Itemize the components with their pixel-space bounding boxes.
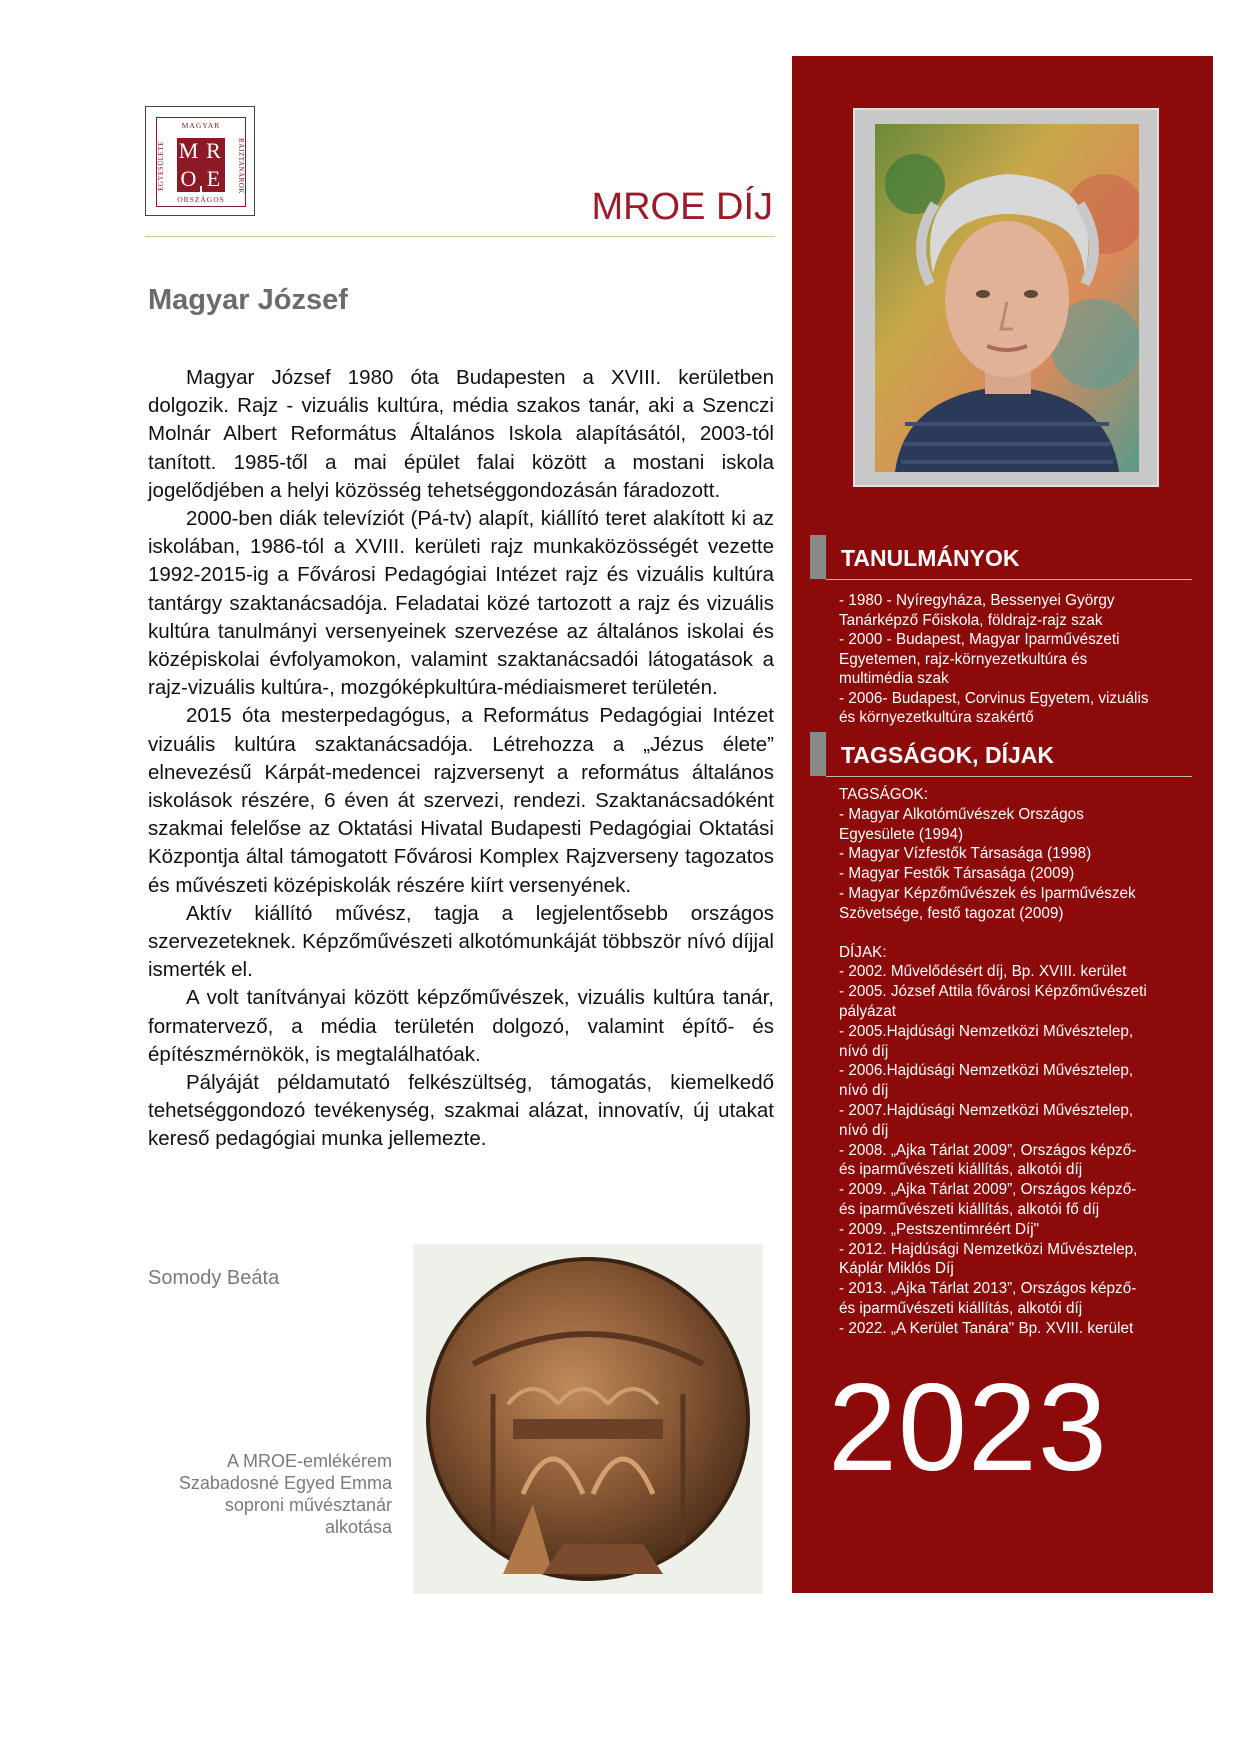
bio-paragraph: Pályáját példamutató felkészültség, támogatás, kiemelkedő tehetséggondozó tevékenység, szakmai alázat, innovatív, új utakat kereső pedagógiai munka jellemezte. bbox=[148, 1071, 774, 1151]
award-year: 2023 bbox=[828, 1359, 1108, 1497]
list-line: - 2002. Művelődésért díj, Bp. XVIII. kerület bbox=[839, 963, 1127, 981]
portrait-photo bbox=[875, 124, 1139, 472]
portrait-frame bbox=[853, 108, 1159, 487]
list-line: - Magyar Alkotóművészek Országos bbox=[839, 805, 1084, 823]
bio-paragraph: Magyar József 1980 óta Budapesten a XVIII. kerületben dolgozik. Rajz - vizuális kultúra, média szakos tanár, aki a Szenczi Molnár Albert Református Általános Iskola alapításától, 2003-tól tanított. 1985-től a mai épület falai között a mostani iskola jogelődjében a helyi közösség tehetséggondozásán fáradozott. bbox=[148, 366, 774, 502]
list-line: Egyesülete (1994) bbox=[839, 825, 964, 843]
studies-list bbox=[839, 591, 1179, 728]
list-line: - 2008. „Ajka Tárlat 2009”, Országos képző- bbox=[839, 1141, 1137, 1159]
memberships-heading bbox=[810, 732, 1192, 776]
list-line: - 2013. „Ajka Tárlat 2013”, Országos képző- bbox=[839, 1280, 1137, 1298]
logo-frame bbox=[156, 117, 246, 207]
logo-right-text: RAJZTANÁROK bbox=[237, 138, 245, 194]
award-title: MROE DÍJ bbox=[591, 186, 773, 228]
list-line: - Magyar Képzőművészek és Iparművészek bbox=[839, 884, 1136, 902]
logo-letter: R bbox=[202, 138, 225, 164]
portrait-illustration bbox=[875, 124, 1139, 472]
list-line: Szövetsége, festő tagozat (2009) bbox=[839, 904, 1064, 922]
list-line: Káplár Miklós Díj bbox=[839, 1260, 954, 1278]
caption-line: alkotása bbox=[324, 1517, 392, 1537]
list-line: Egyetemen, rajz-környezetkultúra és bbox=[839, 650, 1088, 668]
logo-letter: E bbox=[202, 166, 225, 192]
logo-letter: M bbox=[178, 138, 199, 163]
memberships-list bbox=[839, 785, 1179, 1339]
list-line: - 2005. József Attila fővárosi Képzőművészeti bbox=[839, 983, 1147, 1001]
list-line: és iparművészeti kiállítás, alkotói fő díj bbox=[839, 1200, 1100, 1218]
list-line: nívó díj bbox=[839, 1121, 889, 1139]
studies-heading-label: TANULMÁNYOK bbox=[841, 545, 1020, 571]
medal-caption bbox=[148, 1450, 392, 1538]
memberships-heading-label: TAGSÁGOK, DÍJAK bbox=[841, 742, 1054, 768]
heading-bar bbox=[810, 535, 826, 579]
sidebar-panel bbox=[792, 56, 1213, 1593]
list-line: - 2007.Hajdúsági Nemzetközi Művésztelep, bbox=[839, 1101, 1134, 1119]
list-line: és iparművészeti kiállítás, alkotói díj bbox=[839, 1161, 1083, 1179]
title-divider bbox=[145, 236, 775, 237]
list-line: - 2006.Hajdúsági Nemzetközi Művésztelep, bbox=[839, 1062, 1134, 1080]
list-line: Tanárképző Főiskola, földrajz-rajz szak bbox=[839, 611, 1103, 629]
bio-paragraph: 2000-ben diák televíziót (Pá-tv) alapít, kiállító teret alakított ki az iskolában, 1986-tól a XVIII. kerületi rajz munkaközösségét vezette 1992-2015-ig a Fővárosi Pedagógiai Intézet rajz és vizuális kultúra tantárgy szaktanácsadója. Feladatai közé tartozott a rajz és vizuális kultúra tanulmányi versenyeinek szervezése az általános iskolai és középiskolai évfolyamokon, valamint szaktanácsadói látogatások a rajz-vizuális kultúra-, mozgóképkultúra-médiaismeret területén. bbox=[148, 507, 774, 700]
list-gap bbox=[839, 924, 1179, 943]
caption-line: soproni művésztanár bbox=[224, 1495, 392, 1515]
list-line: és iparművészeti kiállítás, alkotói díj bbox=[839, 1299, 1083, 1317]
bio-paragraph: Aktív kiállító művész, tagja a legjelentősebb országos szervezeteknek. Képzőművészeti alkotómunkáját többször nívó díjjal ismerték el. bbox=[148, 901, 774, 982]
heading-rule bbox=[826, 579, 1192, 580]
logo-bottom-text: ORSZÁGOS bbox=[177, 195, 225, 204]
list-line: - 2005.Hajdúsági Nemzetközi Művésztelep, bbox=[839, 1022, 1134, 1040]
bio-paragraph: 2015 óta mesterpedagógus, a Református Pedagógiai Intézet vizuális kultúra szaktanácsadója. Létrehozza a „Jézus élete” elnevezésű Kárpát-medencei rajzversenyt a református általános iskolások részére, 6 éven át szervezi, rendezi. Szaktanácsadóként szakmai felelőse az Oktatási Hivatal Budapesti Pedagógiai Oktatási Központja által támogatott Fővárosi Komplex Rajzverseny tagozatos és művészeti középiskolák részére kiírt versenyének. bbox=[148, 704, 774, 897]
list-line: multimédia szak bbox=[839, 670, 949, 687]
list-line: - 2012. Hajdúsági Nemzetközi Művésztelep, bbox=[839, 1240, 1138, 1258]
caption-line: A MROE-emlékérem bbox=[226, 1451, 392, 1471]
person-name: Magyar József bbox=[148, 284, 348, 316]
logo-letter: O bbox=[177, 166, 200, 192]
list-line: és környezetkultúra szakértő bbox=[839, 709, 1034, 726]
author-name: Somody Beáta bbox=[148, 1267, 280, 1289]
logo-top-text: MAGYAR bbox=[181, 121, 221, 130]
list-line: - 2009. „Pestszentimréért Díj" bbox=[839, 1220, 1040, 1238]
list-line: nívó díj bbox=[839, 1082, 889, 1100]
list-line: TAGSÁGOK: bbox=[839, 786, 928, 803]
bio-paragraph: A volt tanítványai között képzőművészek, vizuális kultúra tanár, formatervező, a média területén dolgozó, valamint építő- és építészmérnökök, is megtalálhatóak. bbox=[148, 986, 774, 1066]
list-line: - 1980 - Nyíregyháza, Bessenyei György bbox=[839, 592, 1115, 609]
logo-left-text: EGYESÜLETE bbox=[157, 141, 165, 191]
heading-rule bbox=[826, 776, 1192, 777]
list-line: - 2006- Budapest, Corvinus Egyetem, vizuális bbox=[839, 689, 1149, 707]
biography bbox=[148, 364, 774, 1154]
list-line: pályázat bbox=[839, 1002, 896, 1020]
caption-line: Szabadosné Egyed Emma bbox=[178, 1473, 392, 1493]
medal-image bbox=[413, 1244, 763, 1594]
bronze-medal-illustration bbox=[413, 1244, 763, 1594]
studies-heading bbox=[810, 535, 1192, 579]
list-line: - Magyar Festők Társasága (2009) bbox=[839, 865, 1075, 883]
list-line: - 2000 - Budapest, Magyar Iparművészeti bbox=[839, 631, 1120, 648]
list-line: - 2009. „Ajka Tárlat 2009”, Országos képző- bbox=[839, 1181, 1137, 1199]
heading-bar bbox=[810, 732, 826, 776]
list-line: - Magyar Vízfestők Társasága (1998) bbox=[839, 845, 1092, 863]
logo-letter-grid bbox=[177, 138, 225, 191]
list-line: nívó díj bbox=[839, 1042, 889, 1060]
list-line: - 2022. „A Kerület Tanára" Bp. XVIII. kerület bbox=[839, 1319, 1134, 1337]
list-line: DÍJAK: bbox=[839, 943, 887, 961]
mroe-logo bbox=[145, 106, 255, 216]
